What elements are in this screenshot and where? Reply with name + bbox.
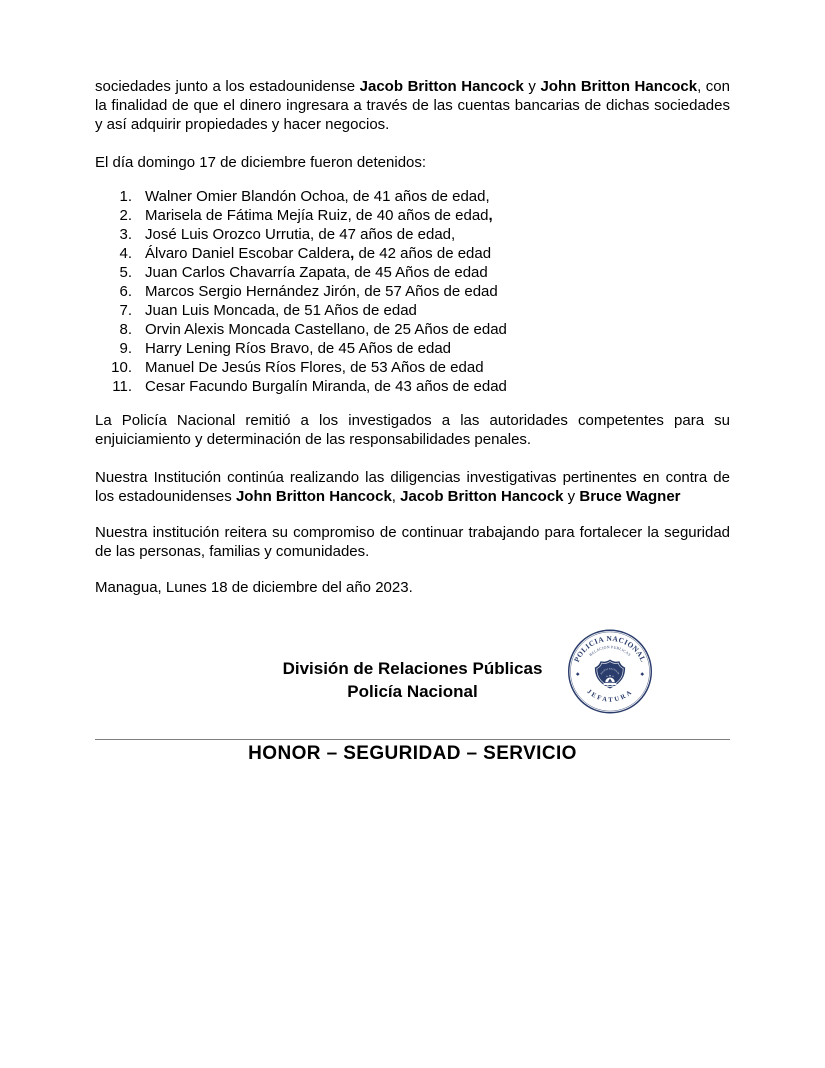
list-item-detainee [95, 244, 730, 263]
list-item-text: Juan Carlos Chavarría Zapata, de 45 Años de edad [145, 264, 488, 281]
seal-right-star [640, 672, 644, 676]
seal-shield [595, 659, 625, 688]
seal-left-star [576, 672, 580, 676]
list-item-number: 7. [119, 302, 132, 319]
paragraph-dateline: Managua, Lunes 18 de diciembre del año 2023. [95, 579, 413, 596]
list-item-detainee [95, 320, 730, 339]
paragraph-commitment: Nuestra institución reitera su compromiso de continuar trabajando para fortalecer la seguridad de las personas, familias y comunidades. [95, 524, 730, 560]
list-item-number: 10. [111, 359, 132, 376]
seal-emblem-band [604, 683, 617, 685]
seal-graphic [567, 627, 653, 716]
list-item-text: Harry Lening Ríos Bravo, de 45 Años de edad [145, 340, 452, 357]
list-item-number: 8. [119, 321, 132, 338]
list-item-text: José Luis Orozco Urrutia, de 47 años de edad, [145, 226, 456, 243]
list-item-number: 3. [119, 226, 132, 243]
list-item-detainee [95, 301, 730, 320]
list-item-text: Cesar Facundo Burgalín Miranda, de 43 años de edad [145, 378, 507, 395]
document-body [95, 77, 730, 597]
list-item-text: Orvin Alexis Moncada Castellano, de 25 Años de edad [145, 321, 507, 338]
detainee-list [95, 187, 730, 396]
list-item-detainee [95, 282, 730, 301]
list-item-detainee [95, 339, 730, 358]
list-item-text: Juan Luis Moncada, de 51 Años de edad [145, 302, 417, 319]
list-item-detainee [95, 377, 730, 396]
list-item-number: 4. [119, 245, 132, 262]
signature-institution-line: Policía Nacional [347, 682, 478, 701]
list-item-text: Walner Omier Blandón Ochoa, de 41 años de edad, [145, 188, 490, 205]
list-item-number: 5. [119, 264, 132, 281]
list-item-number: 11. [112, 378, 132, 395]
list-item-number: 2. [119, 207, 132, 224]
footer-divider [95, 739, 730, 740]
seal-subtitle-arc-text: RELACION PUBLICAS [588, 645, 632, 658]
list-item-detainee [95, 206, 730, 225]
list-item-detainee [95, 358, 730, 377]
policia-nacional-seal-icon [567, 627, 653, 716]
list-item-number: 1. [119, 188, 132, 205]
list-item-text: Marisela de Fátima Mejía Ruiz, de 40 años de edad, [145, 207, 493, 224]
paragraph-remitted: La Policía Nacional remitió a los investigados a las autoridades competentes para su enjuiciamiento y determinación de las responsabilidades penales. [95, 412, 730, 448]
list-item-detainee [95, 225, 730, 244]
paragraph-societies: sociedades junto a los estadounidense Jacob Britton Hancock y John Britton Hancock, con la finalidad de que el dinero ingresara a través de las cuentas bancarias de dichas sociedades y así adquirir propiedades y hacer negocios. [95, 78, 730, 133]
seal-top-arc-text: POLICIA NACIONAL [571, 633, 649, 664]
list-item-text: Marcos Sergio Hernández Jirón, de 57 Años de edad [145, 283, 498, 300]
footer-motto: HONOR – SEGURIDAD – SERVICIO [248, 743, 577, 764]
list-item-text: Manuel De Jesús Ríos Flores, de 53 Años de edad [145, 359, 484, 376]
list-item-number: 9. [119, 340, 132, 357]
paragraph-detained-intro: El día domingo 17 de diciembre fueron detenidos: [95, 154, 427, 171]
list-item-detainee [95, 263, 730, 282]
list-item-detainee [95, 187, 730, 206]
signature-block [0, 657, 825, 703]
paragraph-diligence: Nuestra Institución continúa realizando las diligencias investigativas pertinentes en contra de los estadounidenses John Britton Hancock, Jacob Britton Hancock y Bruce Wagner [95, 469, 730, 505]
list-item-number: 6. [119, 283, 132, 300]
signature-division-line: División de Relaciones Públicas [282, 659, 543, 678]
list-item-text: Álvaro Daniel Escobar Caldera, de 42 años de edad [145, 245, 492, 262]
seal-shield-arc-text: POLICIA NACIONAL [600, 668, 620, 676]
seal-bottom-arc-text: JEFATURA [585, 688, 635, 704]
